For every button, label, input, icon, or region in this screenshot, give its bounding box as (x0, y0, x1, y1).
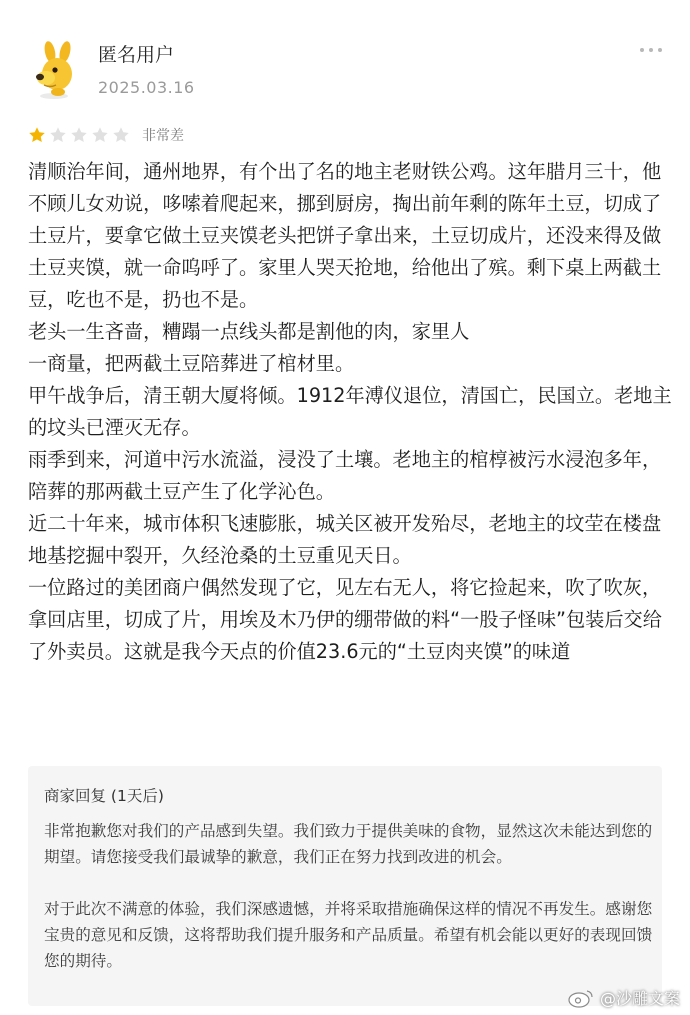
star-icon (91, 126, 109, 144)
merchant-reply-paragraph: 对于此次不满意的体验，我们深感遗憾，并将采取措施确保这样的情况不再发生。感谢您宝贵的意见和反馈，这将帮助我们提升服务和产品质量。希望有机会能以更好的表现回馈您的期待。 (44, 900, 653, 970)
stars-container (28, 126, 130, 144)
review-paragraph: 近二十年来，城市体积飞速膨胀，城关区被开发殆尽，老地主的坟茔在楼盘地基挖掘中裂开，久经沧桑的土豆重见天日。 (28, 512, 662, 567)
username: 匿名用户 (98, 44, 175, 66)
merchant-reply-paragraph: 非常抱歉您对我们的产品感到失望。我们致力于提供美味的食物，显然这次未能达到您的期望。请您接受我们最诚挚的歉意，我们正在努力找到改进的机会。 (44, 822, 653, 866)
merchant-reply (28, 766, 662, 1006)
star-rating (28, 124, 184, 146)
rating-label: 非常差 (142, 128, 184, 144)
merchant-reply-title: 商家回复 (1天后) (44, 787, 164, 805)
merchant-reply-body (44, 818, 654, 974)
weibo-icon (568, 988, 594, 1008)
review-paragraph: 老头一生吝啬，糟蹋一点线头都是割他的肉，家里人 (28, 320, 470, 343)
review-header (30, 36, 670, 106)
star-icon (28, 126, 46, 144)
review-paragraph: 甲午战争后，清王朝大厦将倾。1912年溥仪退位，清国亡，民国立。老地主的坟头已湮灭无存。 (28, 384, 672, 439)
more-dots-icon[interactable] (640, 48, 664, 58)
review-date: 2025.03.16 (98, 78, 195, 97)
yellow-dog-avatar-icon[interactable] (30, 40, 86, 100)
review-paragraph: 一商量，把两截土豆陪葬进了棺材里。 (28, 352, 355, 375)
watermark (568, 986, 680, 1009)
star-icon (49, 126, 67, 144)
watermark-text: @沙雕文案 (599, 989, 680, 1008)
review-paragraph: 清顺治年间，通州地界，有个出了名的地主老财铁公鸡。这年腊月三十，他不顾儿女劝说，哆嗦着爬起来，挪到厨房，掏出前年剩的陈年土豆，切成了土豆片，要拿它做土豆夹馍老头把饼子拿出来，土豆切成片，还没来得及做土豆夹馍，就一命呜呼了。家里人哭天抢地，给他出了殡。剩下桌上两截土豆，吃也不是，扔也不是。 (28, 160, 662, 311)
star-icon (112, 126, 130, 144)
review-paragraph: 一位路过的美团商户偶然发现了它，见左右无人，将它捡起来，吹了吹灰，拿回店里，切成了片，用埃及木乃伊的绷带做的料“一股子怪味”包装后交给了外卖员。这就是我今天点的价值23.6元的“土豆肉夹馍”的味道 (28, 576, 662, 663)
review-text (28, 156, 678, 668)
review-paragraph: 雨季到来，河道中污水流溢，浸没了土壤。老地主的棺椁被污水浸泡多年，陪葬的那两截土豆产生了化学沁色。 (28, 448, 662, 503)
star-icon (70, 126, 88, 144)
